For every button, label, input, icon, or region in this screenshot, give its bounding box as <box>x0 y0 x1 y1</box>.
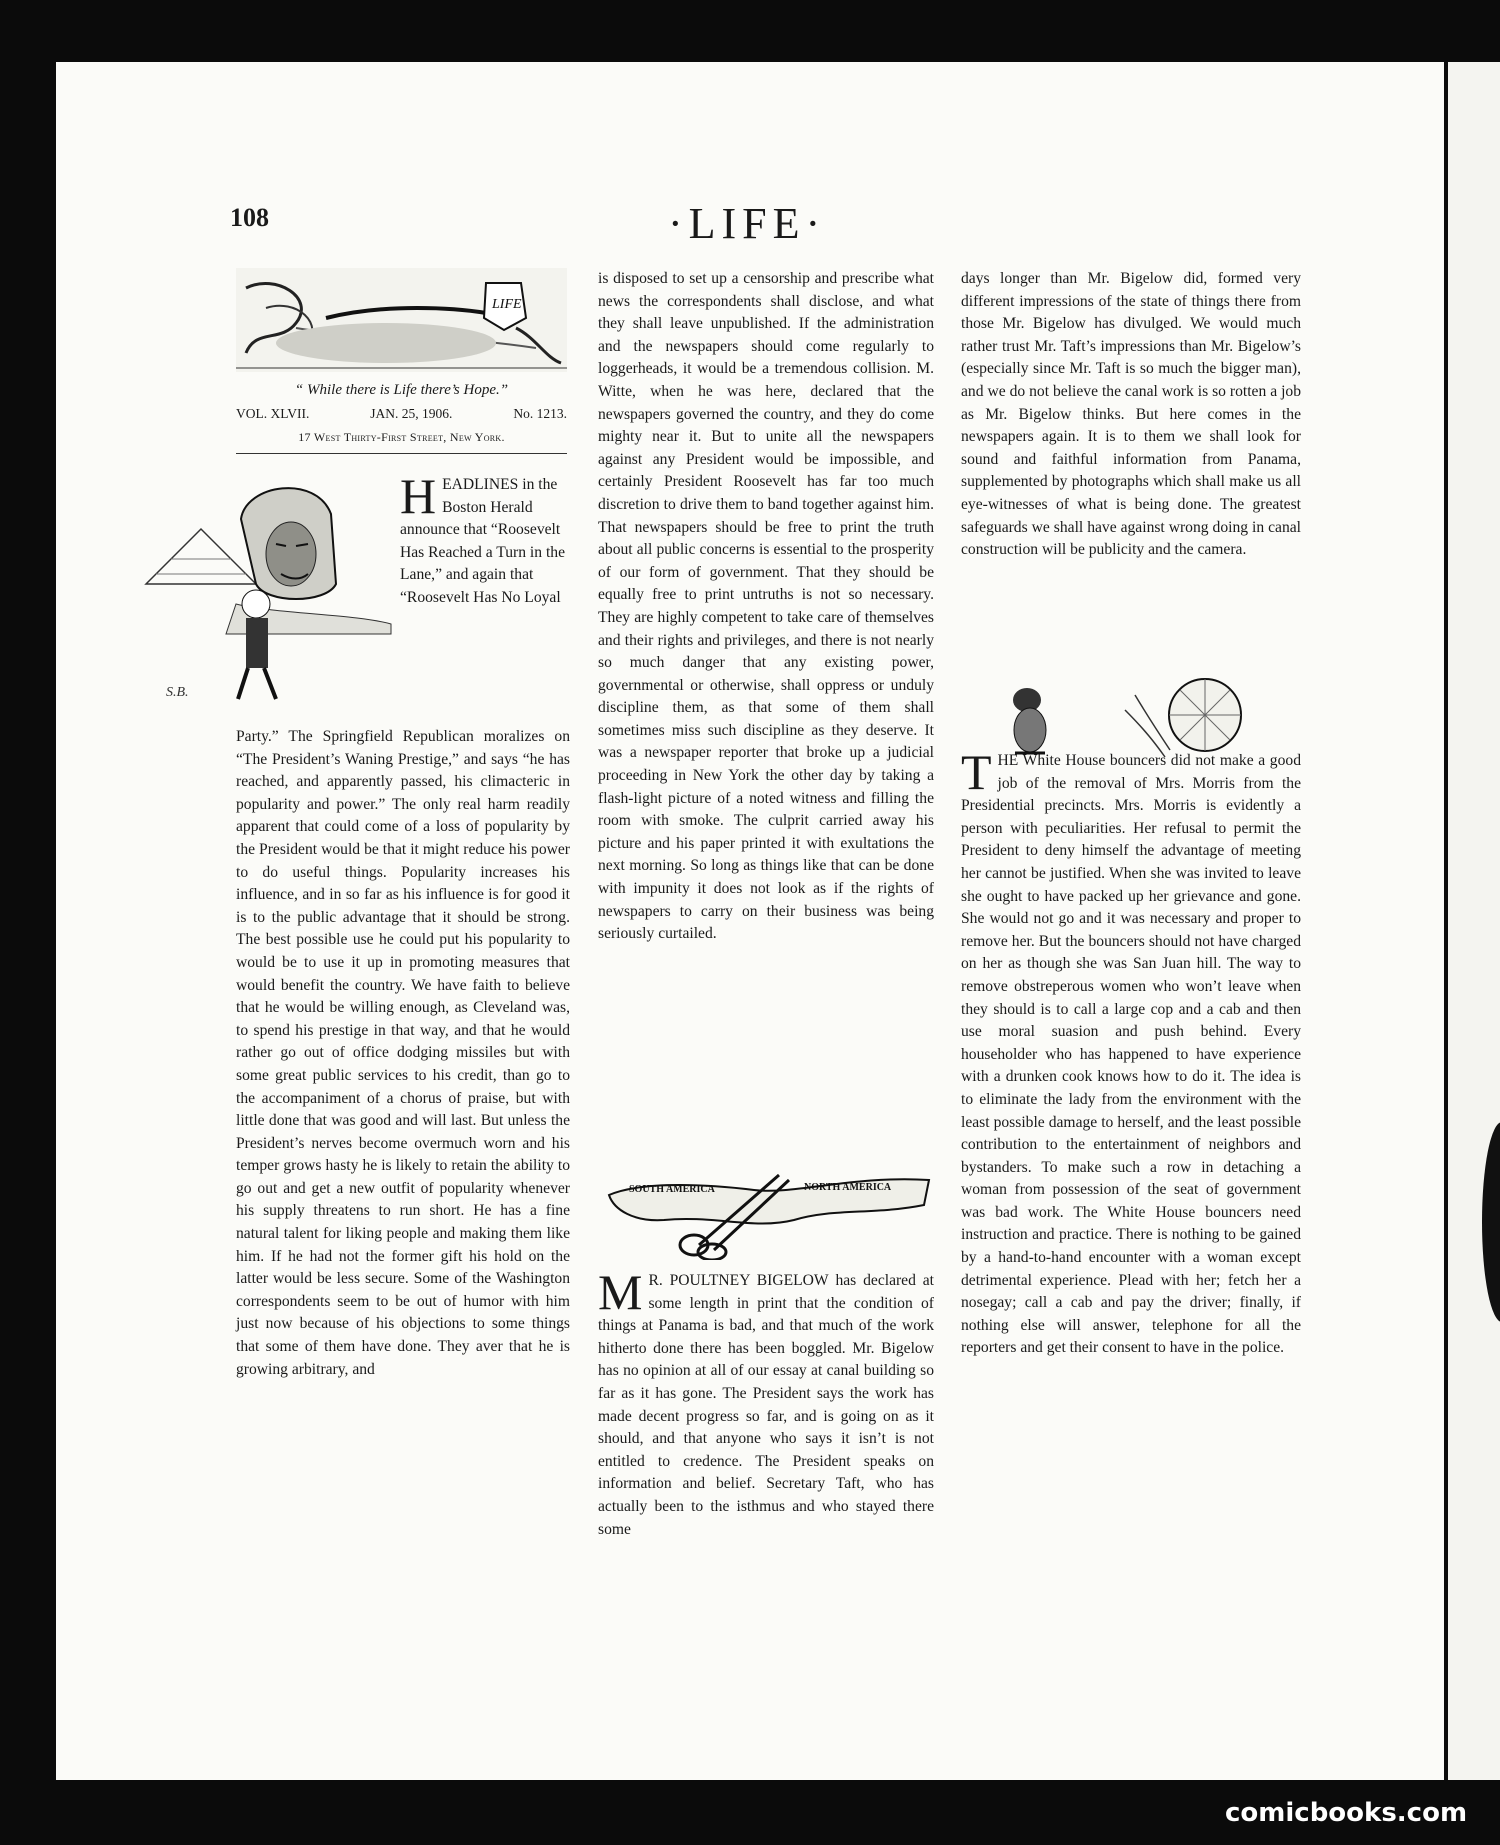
article2-continued: days longer than Mr. Bigelow did, formed very different impressions of the state of things there from those Mr. Bigelow has divulged. We would much rather trust Mr. Taft’s impressions than Mr. Bigelow’s (especially since Mr. Taft is so much the bigger man), and we do not believe the canal work is so rotten a job as Mr. Bigelow thinks. But here comes in the newspapers again. It is to them we shall look for sound and faithful information from Panama, supplemented by photographs which shall make us all eye-witnesses of what is being done. The greatest safeguards we shall have against wrong doing in canal construction will be publicity and the camera. <box>961 270 1301 559</box>
map-label-north: NORTH AMERICA <box>804 1182 892 1193</box>
article2-dropcap: M <box>598 1264 643 1320</box>
article2-lead: R. POULTNEY BIGELOW <box>648 1272 829 1289</box>
banner-life-label: LIFE <box>492 297 522 312</box>
column-2-top <box>598 268 934 946</box>
article3-text <box>961 744 1301 1360</box>
article2-body: has declared at some length in print that the condition of things at Panama is bad, and that much of the work hitherto done there has been boggled. Mr. Bigelow has no opinion at all of our essay at canal building so far as it has gone. The President says the work has made decent progress so far, and is going on as it should, and that anyone who says it isn’t is not entitled to credence. The President speaks on information and belief. Secretary Taft, who has actually been to the isthmus and who stayed there some <box>598 1272 934 1538</box>
masthead-banner-illustration <box>236 268 567 372</box>
issue-date: JAN. 25, 1906. <box>370 406 453 421</box>
article1-intro <box>400 468 570 610</box>
americas-scissors-illustration <box>604 1160 934 1260</box>
masthead-title: ·LIFE· <box>668 199 827 248</box>
map-label-south: SOUTH AMERICA <box>629 1184 715 1195</box>
column-3-top <box>961 268 1301 562</box>
adjacent-page-ink-blot <box>1482 1122 1500 1322</box>
publisher-address: 17 West Thirty-First Street, New York. <box>298 430 505 444</box>
article3-column <box>961 744 1301 1360</box>
article3-lead: HE <box>997 752 1019 769</box>
volume-number: VOL. XLVII. <box>236 406 310 421</box>
volume-line <box>236 406 567 422</box>
article3-dropcap: T <box>961 744 992 800</box>
column-1-body <box>236 726 570 1381</box>
source-watermark: comicbooks.com <box>1225 1798 1468 1828</box>
header-rule <box>236 453 567 454</box>
adjacent-page-edge <box>1448 62 1500 1780</box>
article3-body: White House bouncers did not make a good job of the removal of Mrs. Morris from the Presidential precincts. Mrs. Morris is evidently a person with peculiarities. Her refusal to permit the President to deny himself the advantage of meeting her cannot be justified. When she was invited to leave she ought to have packed up her grievance and gone. She would not go and it was necessary and proper to remove her. But the bouncers should not have charged on her as though she was San Juan hill. The way to remove obstreperous women who won’t leave when they should is to call a large cop and a cab and then use moral suasion and push behind. Every householder who has happened to have experience with a drunken cook knows how to do it. The idea is to eliminate the lady from the environment with the least possible damage to herself, and the least possible contribution to the entertainment of neighbors and bystanders. To make such a row in detaching a woman from possession of the seat of government was bad work. The White House bouncers need instruction and practice. There is nothing to be gained by a hand-to-hand encounter with a woman except detrimental experience. Plead with her; fetch her a nosegay; call a cab and pay the driver; finally, if nothing else will answer, telephone for all the reporters and get their consent to have in the police. <box>961 752 1301 1357</box>
article1-dropcap: H <box>400 468 437 524</box>
sphinx-signature: S.B. <box>166 685 189 700</box>
page-number: 108 <box>230 203 269 232</box>
masthead-motto: “ While there is Life there’s Hope.” <box>294 382 509 398</box>
article2-column <box>598 1264 934 1541</box>
sphinx-pyramids-illustration <box>126 474 396 709</box>
article1-body: Party.” The Springfield Republican moralizes on “The President’s Waning Prestige,” and says “he has reached, and apparently passed, his climacteric in popularity and power.” The only real harm readily apparent that could come of a loss of popularity by the President would be that it might reduce his power to do useful things. Popularity increases his influence, and in so far as his influence is for good it is to the public advantage that it should be strong. The best possible use he could put his popularity to would be to use it up in promoting measures that would benefit the country. We have faith to believe that he would be willing enough, as Cleveland was, to spend his prestige in that way, and that he would rather go out of office dodging missiles but with some great public services to his credit, than go to the accompaniment of a chorus of praise, but with little done that was good and will last. But unless the President’s nerves become overmuch worn and his temper grows hasty he is likely to retain the ability to go out and get a new outfit of popularity whenever his supply threatens to run short. He has a fine natural talent for liking people and making them like him. If he had not the former gift his hold on the latter would be less secure. Some of the Washington correspondents seem to be out of humor with him just now because of his objections to some things that some of them have done. They aver that he is growing arbitrary, and <box>236 728 570 1378</box>
article1-continued: is disposed to set up a censorship and prescribe what news the correspondents shall disclose, and what they shall leave unpublished. If the administration and the newspapers should come regularly to loggerheads, it would be a tremendous collision. M. Witte, when he was here, declared that the newspapers governed the country, and they do come mighty near it. But to unite all the newspapers against any President would be impossible, and certainly President Roosevelt has far too much discretion to drive them to band together against him. That newspapers should be free to print the truth about all public concerns is essential to the prosperity of our form of government. That they should be equally free to print untruths is not so necessary. They are highly competent to take care of themselves and their rights and privileges, and there is not nearly so much danger that any existing power, governmental or otherwise, shall oppress or unduly discipline them, as that some of them shall sometimes miss such discipline as they deserve. It was a newspaper reporter that broke up a judicial proceeding in New York the other day by taking a flash-light picture of a noted witness and filling the room with smoke. The culprit carried away his picture and his paper printed it with exultations the next morning. So long as things like that can be done with impunity it does not look as if the rights of newspapers to carry on their business was being seriously curtailed. <box>598 270 934 943</box>
issue-number: No. 1213. <box>513 406 567 421</box>
article2-text <box>598 1264 934 1541</box>
article1-intro-text: EADLINES in the Boston Herald announce that “Roosevelt Has Reached a Turn in the Lane,” and again that “Roosevelt Has No Loyal <box>400 476 566 606</box>
